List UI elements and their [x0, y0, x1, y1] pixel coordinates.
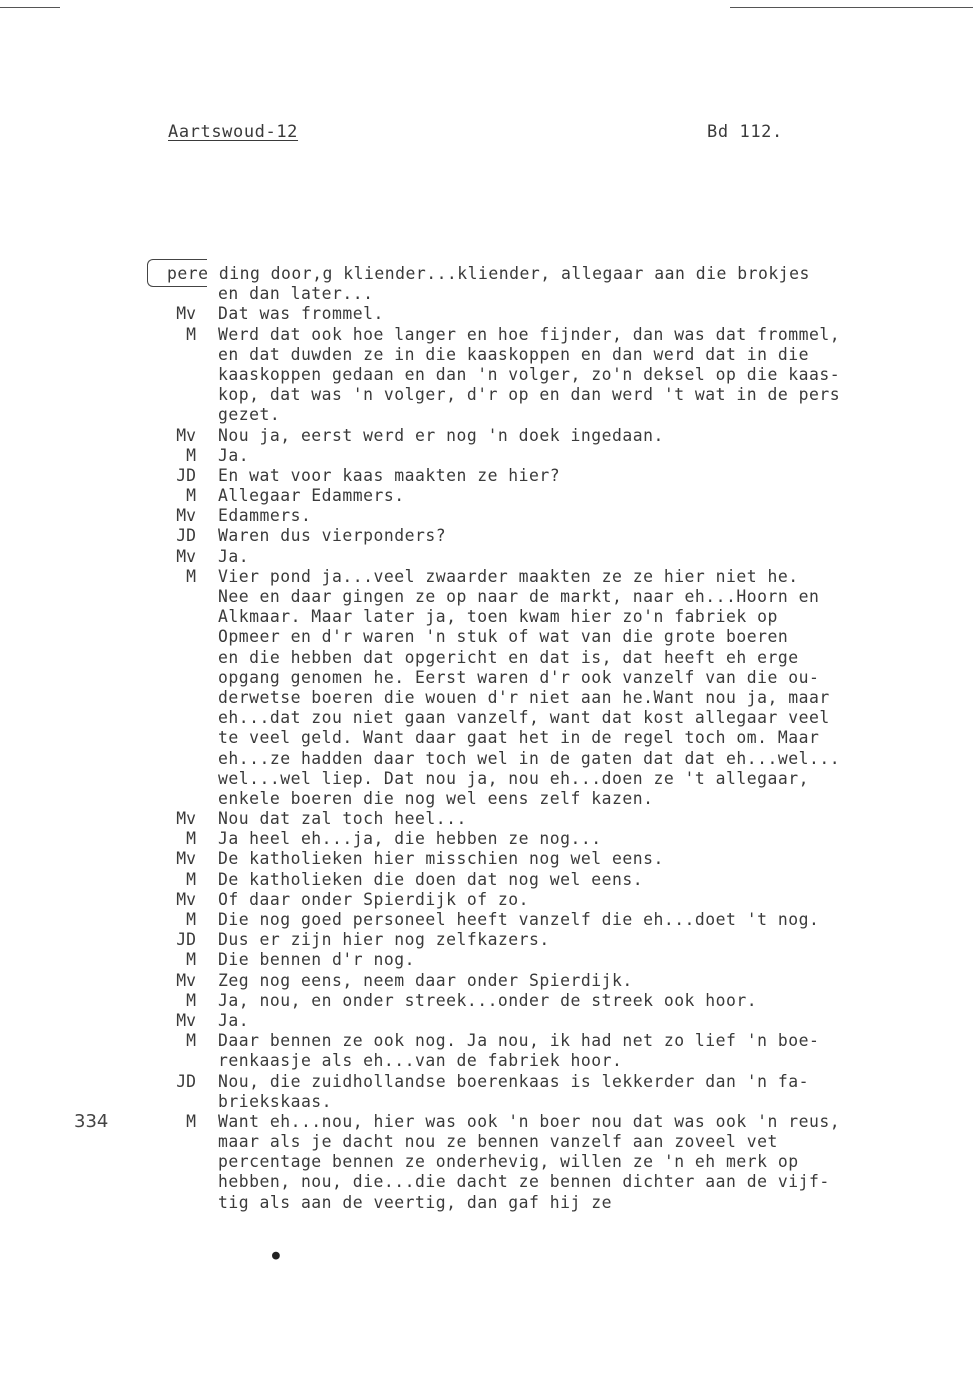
line-text: Die bennen d'r nog.: [218, 950, 415, 970]
transcript-line: [0, 1051, 973, 1071]
line-text: tig als aan de veertig, dan gaf hij ze: [218, 1192, 612, 1212]
line-text: percentage bennen ze onderhevig, willen ze 'n eh merk op: [218, 1152, 799, 1172]
transcript-line: [0, 708, 973, 728]
transcript-line: [0, 829, 973, 849]
transcript-line: [0, 870, 973, 890]
speaker-label: Mv: [176, 546, 196, 566]
line-text: Opmeer en d'r waren 'n stuk of wat van die grote boeren: [218, 627, 789, 647]
speaker-label: M: [186, 566, 196, 586]
transcript-line: [0, 486, 973, 506]
line-text: Ja.: [218, 445, 250, 465]
line-text: Ja heel eh...ja, die hebben ze nog...: [218, 829, 602, 849]
transcript: [0, 264, 973, 1213]
transcript-line: [0, 345, 973, 365]
line-text: pere ding door,g kliender...kliender, allegaar aan die brokjes: [167, 264, 810, 283]
transcript-line: [0, 991, 973, 1011]
transcript-line: [0, 607, 973, 627]
line-text: kop, dat was 'n volger, d'r op en dan werd 't wat in de pers: [218, 385, 841, 405]
line-text: renkaasje als eh...van de fabriek hoor.: [218, 1051, 623, 1071]
speaker-label: Mv: [176, 889, 196, 909]
transcript-line: [0, 789, 973, 809]
speaker-label: M: [186, 1111, 196, 1131]
transcript-line: [0, 587, 973, 607]
transcript-line: [0, 1152, 973, 1172]
speaker-label: JD: [176, 526, 196, 546]
line-text: De katholieken die doen dat nog wel eens.: [218, 869, 644, 889]
transcript-line: [0, 769, 973, 789]
document-title: Aartswoud-12: [168, 122, 299, 142]
line-text: gezet.: [218, 405, 281, 425]
top-rule-right: [730, 7, 973, 8]
line-text: hebben, nou, die...die dacht ze bennen dichter aan de vijf-: [218, 1172, 830, 1192]
line-text: De katholieken hier misschien nog wel eens.: [218, 849, 664, 869]
speaker-label: M: [186, 829, 196, 849]
line-text: Nou ja, eerst werd er nog 'n doek ingedaan.: [218, 425, 664, 445]
transcript-line: [0, 325, 973, 345]
transcript-line: [0, 910, 973, 930]
transcript-line: [0, 264, 973, 284]
speaker-label: JD: [176, 1071, 196, 1091]
speaker-label: M: [186, 869, 196, 889]
line-text: derwetse boeren die wouen d'r niet aan he.Want nou ja, maar: [218, 687, 830, 707]
transcript-line: [0, 627, 973, 647]
speaker-label: M: [186, 910, 196, 929]
line-text: En wat voor kaas maakten ze hier?: [218, 465, 561, 485]
transcript-line: [0, 749, 973, 769]
transcript-line: [0, 1172, 973, 1192]
transcript-line: [0, 385, 973, 405]
line-text: Ja.: [218, 546, 250, 566]
transcript-line: [0, 506, 973, 526]
line-text: Vier pond ja...veel zwaarder maakten ze ze hier niet he.: [218, 566, 799, 586]
transcript-line: [0, 365, 973, 385]
page-reference: Bd 112.: [707, 122, 783, 142]
transcript-line: [0, 284, 973, 304]
line-text: Nou, die zuidhollandse boerenkaas is lekkerder dan 'n fa-: [218, 1071, 809, 1091]
line-text: Dus er zijn hier nog zelfkazers.: [218, 930, 550, 950]
speaker-label: M: [186, 486, 196, 506]
line-text: enkele boeren die nog wel eens zelf kazen.: [218, 788, 654, 808]
line-text: eh...ze hadden daar toch wel in de gaten dat dat eh...wel...: [218, 748, 841, 768]
line-text: kaaskoppen gedaan en dan 'n volger, zo'n deksel op die kaas-: [218, 364, 841, 384]
line-text: eh...dat zou niet gaan vanzelf, want dat kost allegaar veel: [218, 708, 830, 728]
transcript-line: [0, 1132, 973, 1152]
transcript-line: [0, 849, 973, 869]
speaker-label: M: [186, 1031, 196, 1051]
line-text: Dat was frommel.: [218, 304, 384, 324]
line-text: briekskaas.: [218, 1091, 333, 1111]
speaker-label: JD: [176, 930, 196, 950]
transcript-line: [0, 728, 973, 748]
margin-number: 334: [74, 1111, 109, 1132]
transcript-line: [0, 547, 973, 567]
speaker-label: Mv: [176, 1010, 196, 1030]
line-text: Nou dat zal toch heel...: [218, 809, 467, 829]
footer-mark: ●: [272, 1248, 280, 1263]
transcript-line: [0, 890, 973, 910]
line-text: en die hebben dat opgericht en dat is, dat heeft eh erge: [218, 647, 799, 667]
line-text: Of daar onder Spierdijk of zo.: [218, 889, 530, 909]
transcript-line: [0, 971, 973, 991]
line-text: en dan later...: [218, 284, 374, 304]
line-text: Daar bennen ze ook nog. Ja nou, ik had net zo lief 'n boe-: [218, 1031, 820, 1051]
line-text: Zeg nog eens, neem daar onder Spierdijk.: [218, 970, 633, 990]
transcript-line: [0, 1092, 973, 1112]
speaker-label: JD: [176, 465, 196, 485]
speaker-label: Mv: [176, 849, 196, 869]
transcript-line: [0, 688, 973, 708]
transcript-line: [0, 1112, 973, 1132]
speaker-label: Mv: [176, 425, 196, 445]
line-text: Allegaar Edammers.: [218, 486, 405, 506]
transcript-line: [0, 567, 973, 587]
line-text: Edammers.: [218, 506, 312, 526]
transcript-line: [0, 1193, 973, 1213]
line-text: Nee en daar gingen ze op naar de markt, naar eh...Hoorn en: [218, 587, 820, 606]
line-text: Ja, nou, en onder streek...onder de streek ook hoor.: [218, 990, 758, 1010]
transcript-line: [0, 526, 973, 546]
transcript-line: [0, 668, 973, 688]
line-text: maar als je dacht nou ze bennen vanzelf aan zoveel vet: [218, 1132, 778, 1152]
transcript-line: [0, 950, 973, 970]
transcript-line: [0, 809, 973, 829]
transcript-line: [0, 1072, 973, 1092]
transcript-line: [0, 304, 973, 324]
speaker-label: Mv: [176, 809, 196, 829]
top-rule-left: [0, 7, 60, 8]
line-text: Die nog goed personeel heeft vanzelf die eh...doet 't nog.: [218, 910, 820, 929]
speaker-label: M: [186, 950, 196, 970]
transcript-line: [0, 1031, 973, 1051]
line-text: te veel geld. Want daar gaat het in de regel toch om. Maar: [218, 728, 820, 748]
transcript-line: [0, 466, 973, 486]
speaker-label: Mv: [176, 970, 196, 990]
speaker-label: M: [186, 324, 196, 344]
line-text: wel...wel liep. Dat nou ja, nou eh...doen ze 't allegaar,: [218, 768, 809, 788]
transcript-line: [0, 648, 973, 668]
speaker-label: M: [186, 445, 196, 465]
speaker-label: Mv: [176, 304, 196, 324]
transcript-line: [0, 446, 973, 466]
transcript-line: [0, 1011, 973, 1031]
transcript-line: [0, 426, 973, 446]
line-text: en dat duwden ze in die kaaskoppen en dan werd dat in die: [218, 344, 809, 364]
line-text: Ja.: [218, 1010, 250, 1030]
line-text: Alkmaar. Maar later ja, toen kwam hier zo'n fabriek op: [218, 607, 778, 627]
speaker-label: M: [186, 990, 196, 1010]
speaker-label: Mv: [176, 506, 196, 526]
line-text: Werd dat ook hoe langer en hoe fijnder, dan was dat frommel,: [218, 324, 841, 344]
line-text: opgang genomen he. Eerst waren d'r ook vanzelf van die ou-: [218, 667, 820, 687]
line-text: Waren dus vierponders?: [218, 526, 447, 546]
line-text: Want eh...nou, hier was ook 'n boer nou dat was ook 'n reus,: [218, 1111, 841, 1131]
transcript-line: [0, 405, 973, 425]
transcript-line: [0, 930, 973, 950]
